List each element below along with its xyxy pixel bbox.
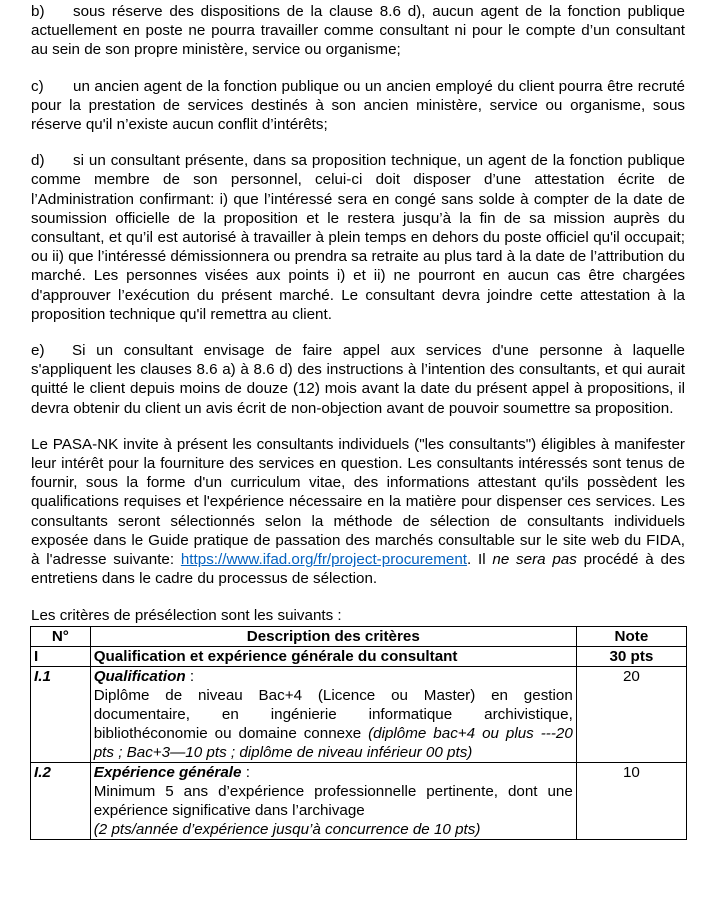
paragraph-text: un ancien agent de la fonction publique ou un ancien employé du client pourra être recruté pour la prestation de services destinés à son ancien ministère, service ou organisme, sous réserve qu'il n’existe aucun conflit d’intérêts;: [31, 77, 685, 134]
row-title: Qualification: [93, 668, 186, 686]
paragraph-text: sous réserve des dispositions de la clause 8.6 d), aucun agent de la fonction publique actuellement en poste ne pourra travailler comme consultant ni pour le compte d’un consultant au sein de son propre ministère, service ou organisme;: [31, 3, 685, 59]
procurement-link[interactable]: https://www.ifad.org/fr/project-procurement: [180, 551, 468, 569]
table-row: [31, 667, 687, 763]
paragraph-marker: d): [31, 152, 45, 170]
paragraph-b: [31, 2, 685, 60]
table-header-row: [31, 627, 687, 647]
row-scoring: (diplôme bac+4 ou plus ---20 pts ; Bac+3—10 pts ; diplôme de niveau inférieur 00 pts): [93, 725, 573, 762]
criteria-intro: Les critères de présélection sont les suivants :: [31, 607, 342, 625]
section-note: 30 pts: [576, 647, 686, 667]
row-description: [90, 667, 576, 763]
header-description: Description des critères: [90, 627, 576, 647]
table-section-row: [31, 647, 687, 667]
criteria-table: [30, 626, 687, 840]
row-no: I.1: [31, 667, 91, 763]
row-title-suffix: :: [185, 668, 195, 686]
row-note: 20: [576, 667, 686, 763]
emphasis-text: ne sera pas: [492, 551, 577, 569]
row-body: Minimum 5 ans d’expérience professionnelle pertinente, dont une expérience significative dans l’archivage: [93, 783, 573, 820]
paragraph-c: [31, 77, 685, 135]
paragraph-text: Si un consultant envisage de faire appel aux services d'une personne à laquelle s'appliquent les clauses 8.6 a) à 8.6 d) des instructions à l’intention des consultants, et qui aurait quitté le client depuis moins de douze (12) mois avant la date du présent appel à propositions, il devra obtenir du client un avis écrit de non-objection avant de pouvoir soumettre sa proposition.: [31, 342, 685, 417]
row-description: [90, 763, 576, 840]
paragraph-marker: b): [31, 3, 45, 20]
row-no: I.2: [31, 763, 91, 840]
paragraph-text: procédé à des entretiens dans le cadre du processus de sélection.: [31, 551, 685, 588]
row-title-suffix: :: [241, 764, 250, 782]
paragraph-e: [31, 341, 685, 418]
document-page: [31, 2, 685, 840]
row-scoring: (2 pts/année d’expérience jusqu’à concurrence de 10 pts): [93, 821, 481, 839]
row-body: Diplôme de niveau Bac+4 (Licence ou Master) en gestion documentaire, en ingénierie informatique archivistique, bibliothéconomie ou domaine connexe: [93, 687, 573, 743]
header-no: N°: [31, 627, 91, 647]
header-note: Note: [576, 627, 686, 647]
paragraph-marker: c): [31, 77, 44, 95]
paragraph-marker: e): [31, 342, 45, 360]
paragraph-text: . Il: [467, 551, 493, 569]
section-description: Qualification et expérience générale du consultant: [90, 647, 576, 667]
table-row: [31, 763, 687, 840]
row-title: Expérience générale: [93, 764, 242, 782]
paragraph-invite: [31, 435, 685, 589]
paragraph-text: si un consultant présente, dans sa proposition technique, un agent de la fonction publique comme membre de son personnel, celui-ci doit disposer d’une attestation écrite de l’Administration confirmant: i) que l’intéressé sera en congé sans solde à compter de la date de soumission officielle de la proposition et le restera jusqu’à la fin de sa mission auprès du consultant, et qu’il est autorisé à travailler à plein temps en dehors du poste officiel qu'il occupait; ou ii) que l’intéressé démissionnera ou prendra sa retraite au plus tard à la date de l’attribution du marché. Les personnes visées aux points i) et ii) ne pourront en aucun cas être chargées d'approuver l’exécution du présent marché. Le consultant devra joindre cette attestation à la proposition technique qu'il remettra au client.: [31, 152, 685, 323]
section-no: I: [31, 647, 91, 667]
paragraph-text: Le PASA-NK invite à présent les consultants individuels ("les consultants") éligibles à manifester leur intérêt pour la fourniture des services en question. Les consultants intéressés sont tenus de fournir, sous la forme d'un curriculum vitae, des informations attestant qu'ils possèdent les qualifications requises et l'expérience nécessaire en la matière pour dispenser ces services. Les consultants seront sélectionnés selon la méthode de sélection de consultants individuels exposée dans le Guide pratique de passation des marchés consultable sur le site web du FIDA, à l'adresse suivante:: [31, 435, 685, 569]
paragraph-d: [31, 151, 685, 324]
row-note: 10: [576, 763, 686, 840]
